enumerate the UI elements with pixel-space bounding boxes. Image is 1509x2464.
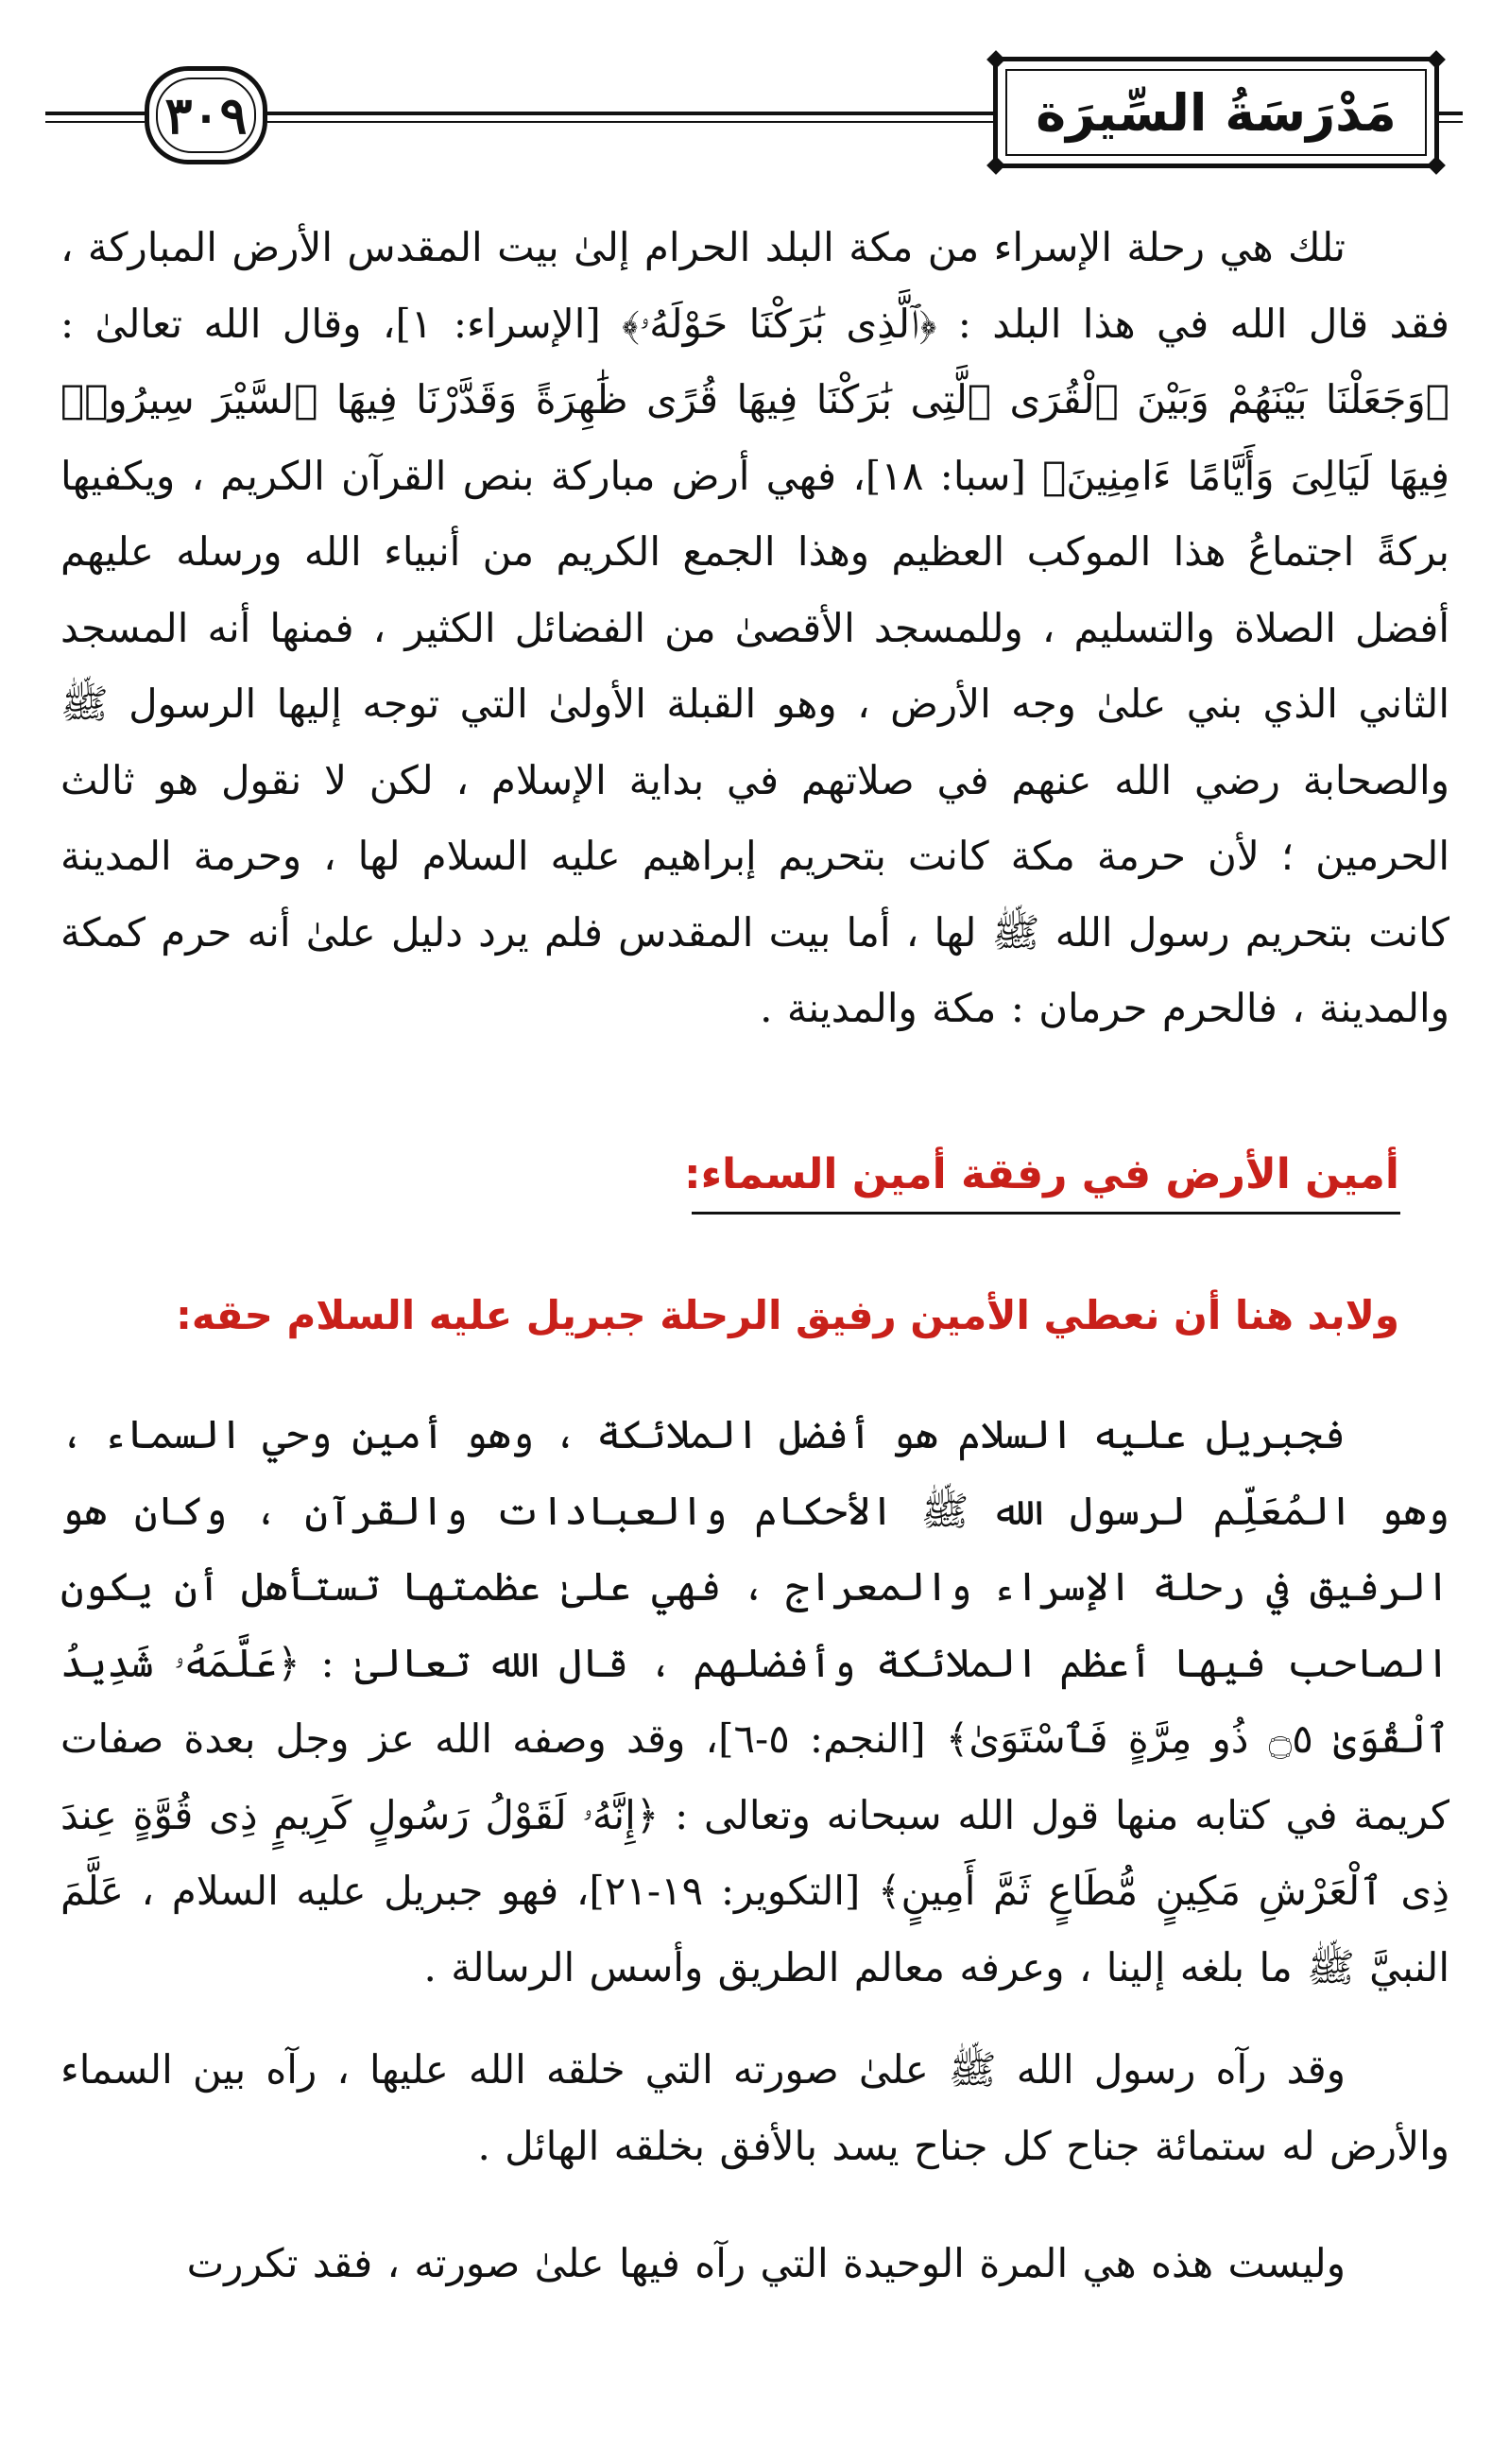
page-number-frame bbox=[145, 66, 267, 164]
frame-corner-ornament bbox=[986, 50, 1005, 69]
header-rule bbox=[1439, 121, 1463, 123]
header-rule bbox=[45, 112, 145, 115]
page-header bbox=[45, 49, 1463, 181]
book-title: مَدْرَسَةُ السِّيرَة bbox=[1036, 82, 1397, 143]
subsection-heading: ولابد هنا أن نعطي الأمين رفيق الرحلة جبريل عليه السلام حقه: bbox=[176, 1292, 1399, 1338]
header-rule bbox=[45, 121, 145, 123]
heading-underline bbox=[692, 1212, 1400, 1215]
section-heading: أمين الأرض في رفقة أمين السماء: bbox=[683, 1150, 1399, 1198]
header-rule bbox=[1439, 112, 1463, 115]
book-title-frame bbox=[993, 57, 1439, 168]
header-rule bbox=[267, 112, 993, 115]
frame-corner-ornament bbox=[1427, 156, 1446, 175]
paragraph-jibril-virtues: فجبريل عليه السلام هو أفضل الملائكة ، وهو أمين وحي السماء ، وهو المُعَلِّم لرسول الله ﷺ الأحكام والعبادات والقرآن ، وكان هو الرفيق في رحلة الإسراء والمعراج ، فهي علىٰ عظمتها تستأهل أن يكون الصاحب فيها أعظم الملائكة وأفضلهم ، قال الله تعالىٰ : ﴿عَلَّمَهُۥ شَدِيدُ ٱلْقُوَىٰ ۝٥ ذُو مِرَّةٍ فَٱسْتَوَىٰ﴾ [النجم: ٥-٦]، وقد وصفه الله عز وجل بعدة صفات كريمة في كتابه منها قول الله سبحانه وتعالى : ﴿إِنَّهُۥ لَقَوْلُ رَسُولٍ كَرِيمٍ ذِى قُوَّةٍ عِندَ ذِى ٱلْعَرْشِ مَكِينٍ مُّطَاعٍ ثَمَّ أَمِينٍ﴾ [التكوير: ١٩-٢١]، فهو جبريل عليه السلام ، عَلَّمَ النبيَّ ﷺ ما بلغه إلينا ، وعرفه معالم الطريق وأسس الرسالة . bbox=[60, 1411, 1449, 1990]
frame-corner-ornament bbox=[986, 156, 1005, 175]
paragraph-jibril-true-form: وقد رآه رسول الله ﷺ علىٰ صورته التي خلقه الله عليها ، رآه بين السماء والأرض له ستمائة جناح كل جناح يسد بالأفق بخلقه الهائل . bbox=[60, 2046, 1449, 2169]
paragraph-isra-journey: تلك هي رحلة الإسراء من مكة البلد الحرام إلىٰ بيت المقدس الأرض المباركة ، فقد قال الله في هذا البلد : ﴿ٱلَّذِى بَٰرَكْنَا حَوْلَهُۥ﴾ [الإسراء: ١]، وقال الله تعالىٰ : ﴿وَجَعَلْنَا بَيْنَهُمْ وَبَيْنَ ٱلْقُرَى ٱلَّتِى بَٰرَكْنَا فِيهَا قُرًى ظَٰهِرَةً وَقَدَّرْنَا فِيهَا ٱلسَّيْرَ سِيرُوا۟ فِيهَا لَيَالِىَ وَأَيَّامًا ءَامِنِينَ﴾ [سبا: ١٨]، فهي أرض مباركة بنص القرآن الكريم ، ويكفيها بركةً اجتماعُ هذا الموكب العظيم وهذا الجمع الكريم من أنبياء الله ورسله عليهم أفضل الصلاة والتسليم ، وللمسجد الأقصىٰ من الفضائل الكثير ، فمنها أنه المسجد الثاني الذي بني علىٰ وجه الأرض ، وهو القبلة الأولىٰ التي توجه إليها الرسول ﷺ والصحابة رضي الله عنهم في صلاتهم في بداية الإسلام ، لكن لا نقول هو ثالث الحرمين ؛ لأن حرمة مكة كانت بتحريم إبراهيم عليه السلام لها ، وحرمة المدينة كانت بتحريم رسول الله ﷺ لها ، أما بيت المقدس فلم يرد دليل علىٰ أنه حرم كمكة والمدينة ، فالحرم حرمان : مكة والمدينة . bbox=[60, 224, 1450, 1031]
page-number: ٣٠٩ bbox=[164, 85, 248, 146]
header-rule bbox=[267, 121, 993, 123]
frame-corner-ornament bbox=[1427, 50, 1446, 69]
paragraph-repeated-sighting: وليست هذه هي المرة الوحيدة التي رآه فيها علىٰ صورته ، فقد تكررت bbox=[186, 2240, 1346, 2286]
